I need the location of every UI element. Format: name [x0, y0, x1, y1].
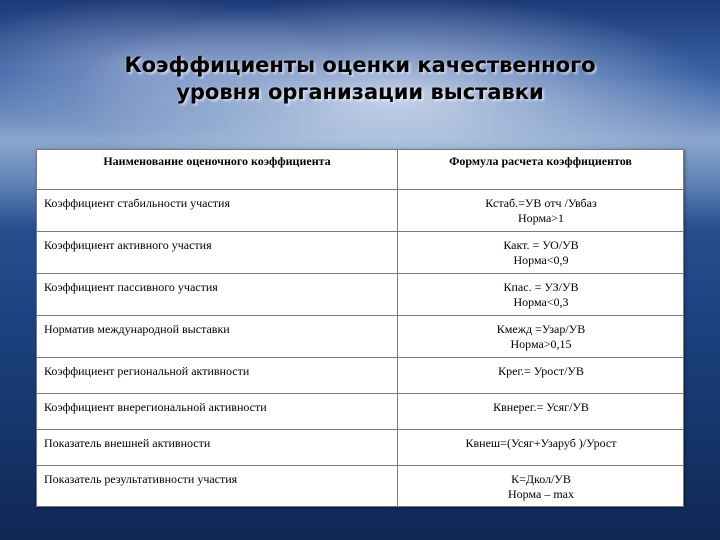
coefficient-name: Норматив международной выставки — [37, 316, 398, 358]
coefficient-formula: Какт. = УО/УВ — [503, 238, 579, 252]
slide-title-line-1: Коэффициенты оценки качественного — [124, 53, 596, 77]
coefficient-formula-cell — [398, 466, 684, 507]
table-row — [37, 430, 684, 466]
coefficient-name: Показатель результативности участия — [37, 466, 398, 507]
coefficient-norm: Норма>0,15 — [510, 337, 572, 351]
coefficient-formula: Крег.= Урост/УВ — [498, 364, 584, 378]
table-row — [37, 394, 684, 430]
table-row — [37, 358, 684, 394]
coefficients-table — [36, 149, 684, 507]
coefficient-name: Коэффициент стабильности участия — [37, 190, 398, 232]
coefficient-formula: Кмежд =Узар/УВ — [496, 322, 586, 336]
coefficient-norm: Норма<0,3 — [513, 295, 569, 309]
table-row — [37, 466, 684, 507]
slide-title-line-2: уровня организации выставки — [176, 80, 544, 104]
coefficient-name: Показатель внешней активности — [37, 430, 398, 466]
coefficient-formula-cell — [398, 358, 684, 394]
coefficient-name: Коэффициент пассивного участия — [37, 274, 398, 316]
coefficient-formula-cell — [398, 316, 684, 358]
table-row — [37, 316, 684, 358]
coefficient-formula: Кстаб.=УВ отч /Увбаз — [485, 196, 597, 210]
coefficient-formula-cell — [398, 430, 684, 466]
coefficient-formula: Квнерег.= Усяг/УВ — [493, 400, 589, 414]
table-row — [37, 232, 684, 274]
column-header-name: Наименование оценочного коэффициента — [37, 150, 398, 190]
coefficient-formula: К=Дкол/УВ — [511, 472, 571, 486]
coefficient-formula-cell — [398, 190, 684, 232]
column-header-formula: Формула расчета коэффициентов — [398, 150, 684, 190]
table-header-row — [37, 150, 684, 190]
coefficient-formula-cell — [398, 274, 684, 316]
coefficient-name: Коэффициент активного участия — [37, 232, 398, 274]
coefficient-name: Коэффициент региональной активности — [37, 358, 398, 394]
coefficient-norm: Норма>1 — [517, 211, 565, 225]
table-row — [37, 274, 684, 316]
table-row — [37, 190, 684, 232]
coefficient-formula: Кпас. = УЗ/УВ — [503, 280, 579, 294]
coefficient-norm: Норма – max — [508, 487, 574, 501]
coefficient-formula-cell — [398, 394, 684, 430]
slide-title — [40, 52, 680, 106]
coefficient-norm: Норма<0,9 — [513, 253, 569, 267]
coefficient-formula-cell — [398, 232, 684, 274]
coefficient-formula: Квнеш=(Усяг+Узаруб )/Урост — [465, 436, 617, 450]
coefficient-name: Коэффициент внерегиональной активности — [37, 394, 398, 430]
